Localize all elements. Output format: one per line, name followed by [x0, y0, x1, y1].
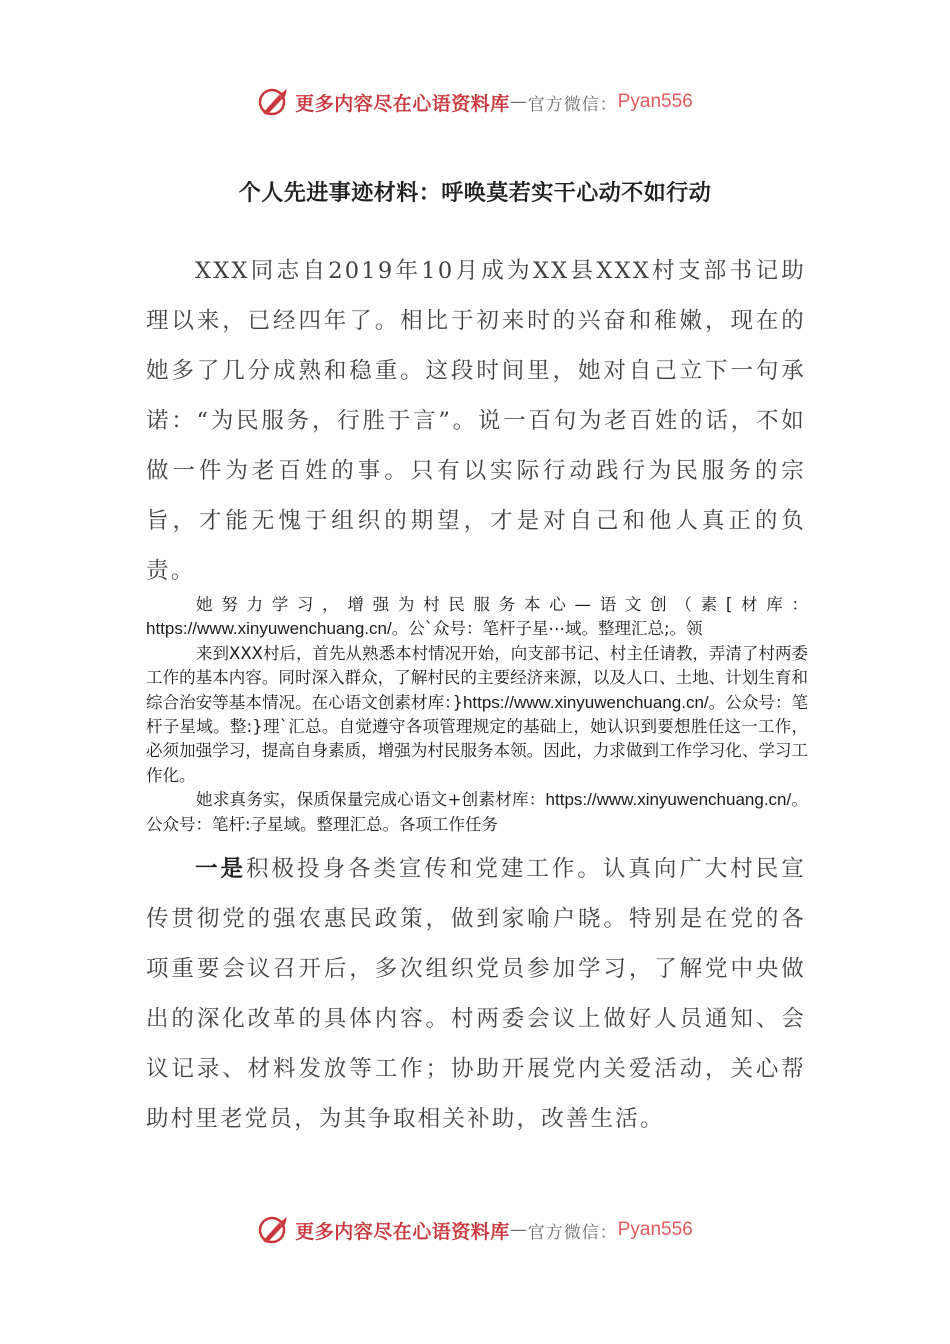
header-banner: [0, 82, 950, 122]
source-url-2: https://www.xinyuwenchuang.cn/: [462, 692, 709, 712]
inserted-small-text: [146, 593, 808, 837]
footer-banner: [0, 1210, 950, 1250]
small-text-2b: 。公众号：笔杆子星域。整:}理`汇总。自觉遵守各项管理规定的基础上，她认识到要想胜任这一工作，必须加强学习，提高自身素质，增强为村民服务本领。因此，力求做到工作学习化、学习工作化。: [146, 692, 808, 785]
paragraph-lead-label: 一是: [195, 856, 246, 882]
source-url-1: https://www.xinyuwenchuang.cn/: [146, 619, 392, 639]
paragraph-body: 积极投身各类宣传和党建工作。认真向广大村民宣传贯彻党的强农惠民政策，做到家喻户晓。特别是在党的各项重要会议召开后，多次组织党员参加学习，了解党中央做出的深化改革的具体内容。村两委会议上做好人员通知、会议记录、材料发放等工作；协助开展党内关爱活动，关心帮助村里老党员，为其争取相关补助，改善生活。: [146, 856, 806, 1132]
small-paragraph-1: [146, 593, 808, 642]
small-text-3b: 。公众号：笔杆:子星域。整理汇总。各项工作任务: [146, 790, 809, 834]
small-paragraph-3: [146, 788, 808, 837]
pen-logo-icon: [257, 85, 291, 119]
banner-main-text: 更多内容尽在心语资料库: [295, 92, 510, 115]
paragraph-propaganda-work: [146, 844, 806, 1144]
banner-wechat-label: 官方微信：: [527, 94, 618, 115]
small-paragraph-2: [146, 642, 808, 788]
small-text-1a: 她努力学习，增强为村民服务本心—语文创（素[材库：: [196, 595, 808, 614]
banner-wechat-id: Pyan556: [617, 1219, 693, 1240]
banner-dash: —: [509, 92, 528, 112]
pen-logo-icon: [257, 1213, 291, 1247]
source-url-3: https://www.xinyuwenchuang.cn/: [545, 790, 792, 810]
banner-dash: —: [509, 1220, 528, 1240]
banner-wechat-id: Pyan556: [617, 91, 693, 112]
paragraph-intro: XXX同志自2019年10月成为XX县XXX村支部书记助理以来，已经四年了。相比于初来时的兴奋和稚嫩，现在的她多了几分成熟和稳重。这段时间里，她对自己立下一句承诺：“为民服务，行胜于言”。说一百句为老百姓的话，不如做一件为老百姓的事。只有以实际行动践行为民服务的宗旨，才能无愧于组织的期望，才是对自己和他人真正的负责。: [146, 258, 806, 584]
document-title: 个人先进事迹材料：呼唤莫若实干心动不如行动: [238, 181, 712, 206]
banner-main-text: 更多内容尽在心语资料库: [295, 1220, 510, 1243]
small-text-2a: 来到XXX村后，首先从熟悉本村情况开始，向支部书记、村主任请教，弄清了村两委工作的基本内容。同时深入群众，了解村民的主要经济来源，以及人口、土地、计划生育和综合治安等基本情况。在心语文创素材库：}: [146, 643, 808, 712]
small-text-1b: 。公`众号：笔杆子星⋯域。整理汇总;。领: [391, 619, 703, 639]
banner-wechat-label: 官方微信：: [527, 1222, 618, 1243]
small-text-3a: 她求真务实，保质保量完成心语文+创素材库：: [196, 790, 546, 810]
